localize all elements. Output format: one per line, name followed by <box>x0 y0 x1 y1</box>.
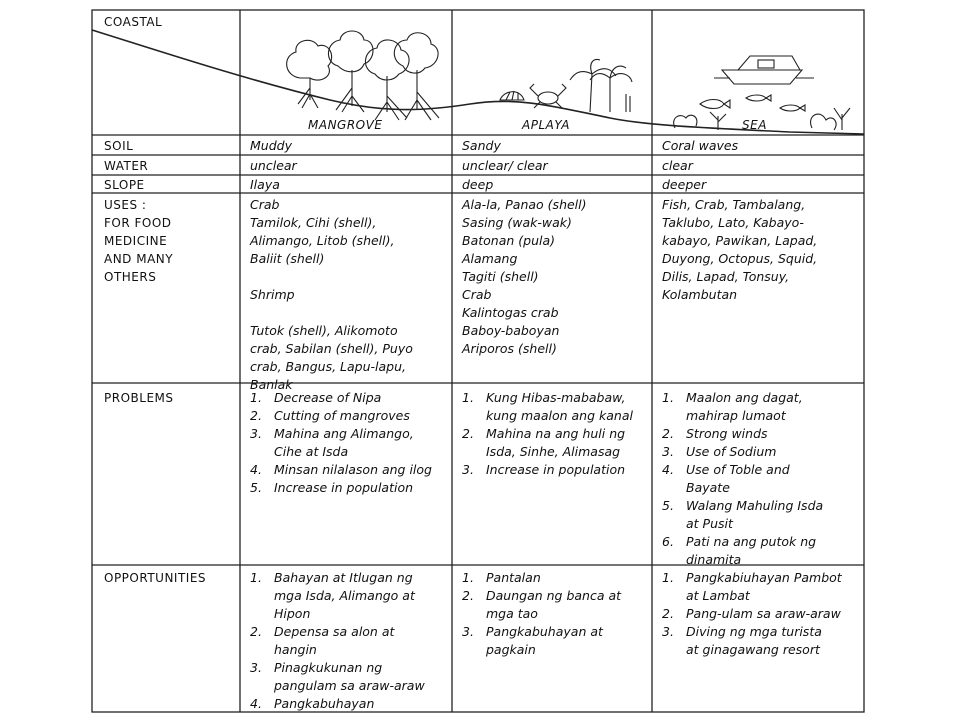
list-item: Kung Hibas-mababaw, kung maalon ang kanal <box>486 390 633 423</box>
zone-label-sea: SEA <box>742 118 767 132</box>
list-item: Pinagkukunan ng pangulam sa araw-araw <box>274 660 425 693</box>
uses-item: Batonan (pula) <box>462 233 556 248</box>
uses-label-line: AND MANY <box>104 252 174 266</box>
uses-item: crab, Sabilan (shell), Puyo <box>250 341 413 356</box>
list-item: Cutting of mangroves <box>274 408 410 423</box>
uses-item: Dilis, Lapad, Tonsuy, <box>662 269 790 284</box>
uses-label-line: USES : <box>104 198 147 212</box>
zone-label-mangrove: MANGROVE <box>308 118 383 132</box>
uses-item: Baboy-baboyan <box>462 323 560 338</box>
list-item: Strong winds <box>686 426 768 441</box>
list-item: Bahayan at Itlugan ng mga Isda, Alimango at Hipon <box>274 570 415 621</box>
uses-item: Ala-la, Panao (shell) <box>462 197 587 212</box>
list-item: Diving ng mga turista at ginagawang resort <box>686 624 822 657</box>
list-item: Use of Toble and Bayate <box>686 462 790 495</box>
list-item: Use of Sodium <box>686 444 777 459</box>
uses-item: Kalintogas crab <box>462 305 559 320</box>
list-item: Pantalan <box>486 570 541 585</box>
uses-item: Tamilok, Cihi (shell), <box>250 215 377 230</box>
uses-item: Taklubo, Lato, Kabayo- <box>662 215 804 230</box>
row-label-soil: SOIL <box>104 139 134 153</box>
uses-item: Alamang <box>462 251 518 266</box>
uses-item: Banlak <box>250 377 293 392</box>
problems-sea <box>662 389 858 569</box>
list-item: Pang-ulam sa araw-araw <box>686 606 841 621</box>
list-item: Walang Mahuling Isda at Pusit <box>686 498 824 531</box>
list-item: Pangkabuhayan <box>274 696 375 711</box>
slope-sea: deeper <box>662 177 707 192</box>
uses-mangrove <box>250 196 413 394</box>
fish-icon <box>700 95 805 111</box>
list-item: Increase in population <box>486 462 626 477</box>
shell-icon <box>500 91 524 100</box>
uses-item: Sasing (wak-wak) <box>462 215 572 230</box>
row-label-uses <box>104 196 173 286</box>
list-item: Minsan nilalason ang ilog <box>274 462 432 477</box>
uses-aplaya <box>462 196 587 358</box>
problems-mangrove <box>250 389 446 497</box>
row-label-opportunities: OPPORTUNITIES <box>104 571 207 585</box>
uses-item: kabayo, Pawikan, Lapad, <box>662 233 818 248</box>
uses-item: Tutok (shell), Alikomoto <box>250 323 398 338</box>
coastal-resource-table <box>90 8 868 714</box>
uses-sea <box>662 196 817 304</box>
list-item: Pangkabuhayan at pagkain <box>486 624 603 657</box>
zone-label-aplaya: APLAYA <box>522 118 570 132</box>
boat-icon <box>714 56 814 84</box>
uses-item: Duyong, Octopus, Squid, <box>662 251 818 266</box>
soil-sea: Coral waves <box>662 138 739 153</box>
list-item: Increase in population <box>274 480 414 495</box>
palm-tree-icon <box>570 60 632 112</box>
soil-mangrove: Muddy <box>250 138 292 153</box>
uses-item: Tagiti (shell) <box>462 269 539 284</box>
uses-item: Crab <box>250 197 280 212</box>
list-item: Mahina ang Alimango, Cihe at Isda <box>274 426 414 459</box>
list-item: Depensa sa alon at hangin <box>274 624 395 657</box>
list-item: Daungan ng banca at mga tao <box>486 588 622 621</box>
uses-item: Fish, Crab, Tambalang, <box>662 197 806 212</box>
list-item: Pangkabiuhayan Pambot at Lambat <box>686 570 842 603</box>
uses-label-line: MEDICINE <box>104 234 168 248</box>
slope-mangrove: Ilaya <box>250 177 280 192</box>
uses-item: crab, Bangus, Lapu-lapu, <box>250 359 406 374</box>
uses-item: Alimango, Litob (shell), <box>250 233 395 248</box>
list-item: Maalon ang dagat, mahirap lumaot <box>686 390 803 423</box>
row-label-problems: PROBLEMS <box>104 391 174 405</box>
uses-label-line: OTHERS <box>104 270 157 284</box>
list-item: Pati na ang putok ng dinamita <box>686 534 817 567</box>
soil-aplaya: Sandy <box>462 138 501 153</box>
list-item: Mahina na ang huli ng Isda, Sinhe, Alimasag <box>486 426 626 459</box>
uses-item: Ariporos (shell) <box>462 341 557 356</box>
uses-label-line: FOR FOOD <box>104 216 172 230</box>
problems-aplaya <box>462 389 648 479</box>
uses-item: Baliit (shell) <box>250 251 325 266</box>
uses-item: Kolambutan <box>662 287 738 302</box>
uses-item: Crab <box>462 287 492 302</box>
row-label-water: WATER <box>104 159 149 173</box>
slope-aplaya: deep <box>462 177 494 192</box>
water-mangrove: unclear <box>250 158 297 173</box>
uses-item: Shrimp <box>250 287 295 302</box>
water-sea: clear <box>662 158 693 173</box>
opportunities-aplaya <box>462 569 648 659</box>
list-item: Decrease of Nipa <box>274 390 382 405</box>
opportunities-mangrove <box>250 569 446 713</box>
water-aplaya: unclear/ clear <box>462 158 548 173</box>
opportunities-sea <box>662 569 858 659</box>
row-label-slope: SLOPE <box>104 178 145 192</box>
coastal-header: COASTAL <box>104 15 163 29</box>
